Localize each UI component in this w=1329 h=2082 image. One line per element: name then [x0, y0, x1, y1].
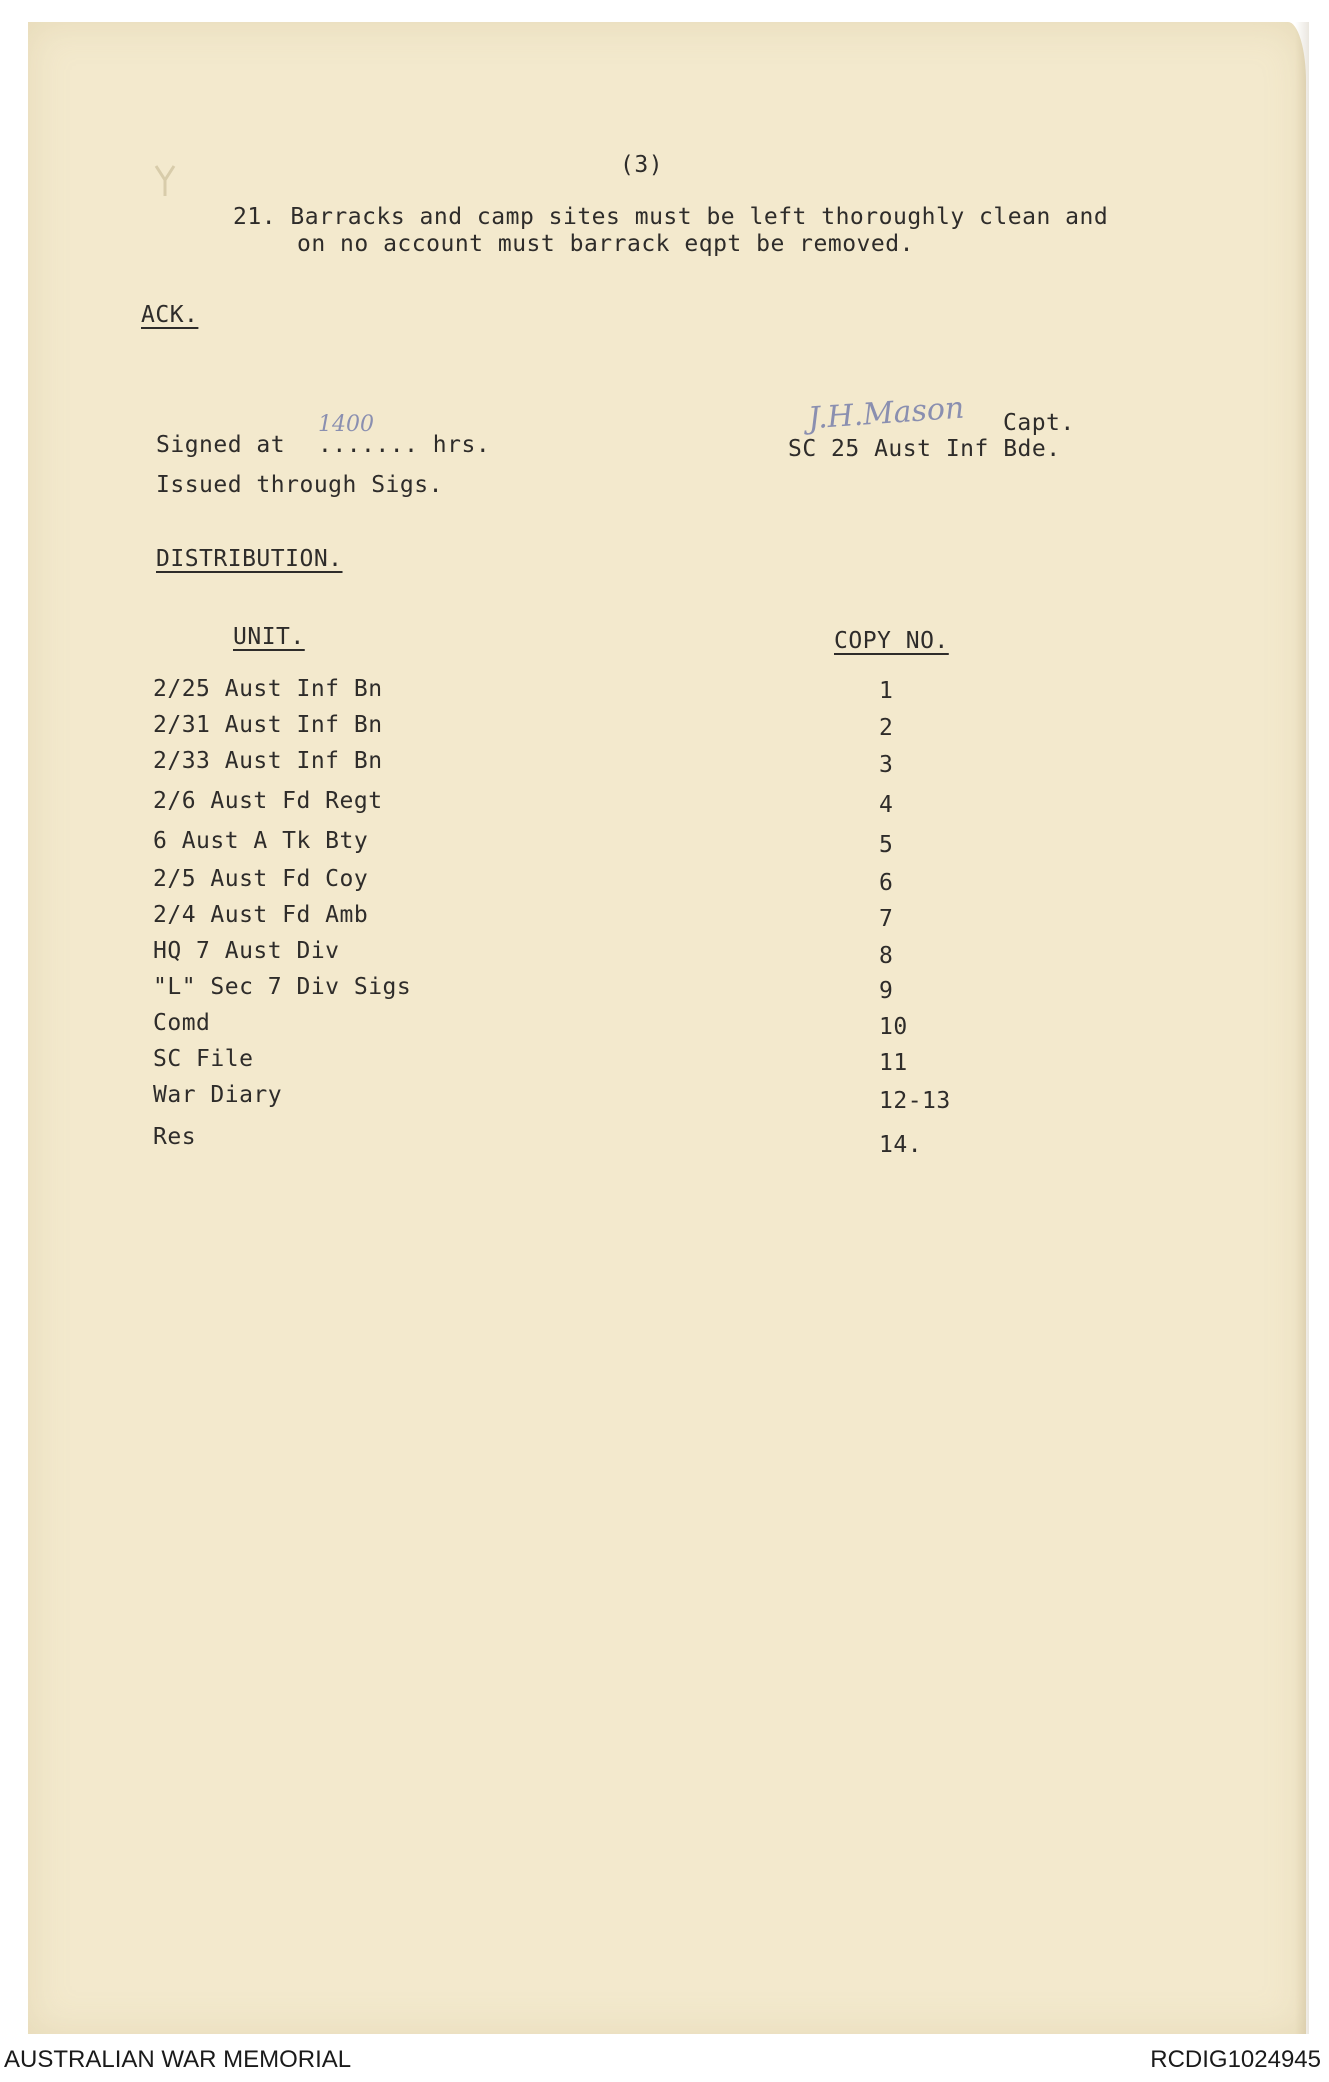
signature-rank: Capt. — [1003, 410, 1075, 436]
distribution-unit: 2/25 Aust Inf Bn — [153, 676, 383, 702]
distribution-unit: "L" Sec 7 Div Sigs — [153, 974, 412, 1000]
footer-record-id: RCDIG1024945 — [1150, 2046, 1321, 2073]
paragraph-21-line-2: on no account must barrack eqpt be removed. — [297, 231, 914, 257]
distribution-unit: 2/5 Aust Fd Coy — [153, 866, 369, 892]
distribution-copy: 4 — [879, 792, 894, 818]
signed-at-prefix: Signed at — [156, 432, 300, 458]
distribution-heading: DISTRIBUTION. — [156, 546, 343, 572]
distribution-copy: 12-13 — [879, 1088, 951, 1114]
distribution-unit: 2/31 Aust Inf Bn — [153, 712, 383, 738]
signature-handwritten: J.H.Mason — [806, 390, 966, 437]
distribution-unit: SC File — [153, 1046, 254, 1072]
distribution-copy: 9 — [879, 978, 894, 1004]
footer-archive-name: AUSTRALIAN WAR MEMORIAL — [4, 2046, 352, 2073]
copy-column-header: COPY NO. — [834, 628, 949, 654]
page-number: (3) — [620, 152, 664, 178]
paper-edge-shadow — [1295, 22, 1309, 2034]
distribution-copy: 14. — [879, 1132, 923, 1158]
distribution-unit: Res — [153, 1124, 197, 1150]
unit-column-header: UNIT. — [233, 624, 305, 650]
pin-mark-icon — [150, 160, 180, 200]
signed-time-handwritten: 1400 — [318, 412, 374, 437]
issued-through: Issued through Sigs. — [156, 472, 443, 498]
distribution-unit: 2/6 Aust Fd Regt — [153, 788, 383, 814]
distribution-copy: 5 — [879, 832, 894, 858]
ack-label: ACK. — [141, 302, 199, 328]
distribution-unit: 2/33 Aust Inf Bn — [153, 748, 383, 774]
paragraph-21-line-1: 21. Barracks and camp sites must be left thoroughly clean and — [233, 204, 1109, 230]
distribution-copy: 2 — [879, 715, 894, 741]
distribution-unit: War Diary — [153, 1082, 283, 1108]
distribution-copy: 11 — [879, 1050, 908, 1076]
signed-at-dots: ....... hrs. — [318, 432, 491, 458]
distribution-unit: HQ 7 Aust Div — [153, 938, 340, 964]
distribution-copy: 3 — [879, 752, 894, 778]
distribution-unit: 2/4 Aust Fd Amb — [153, 902, 369, 928]
paper-sheet — [28, 22, 1306, 2034]
distribution-unit: Comd — [153, 1010, 211, 1036]
distribution-copy: 1 — [879, 678, 894, 704]
distribution-copy: 10 — [879, 1014, 908, 1040]
distribution-unit: 6 Aust A Tk Bty — [153, 828, 369, 854]
distribution-copy: 6 — [879, 870, 894, 896]
distribution-copy: 8 — [879, 943, 894, 969]
distribution-copy: 7 — [879, 906, 894, 932]
signature-role: SC 25 Aust Inf Bde. — [788, 436, 1061, 462]
